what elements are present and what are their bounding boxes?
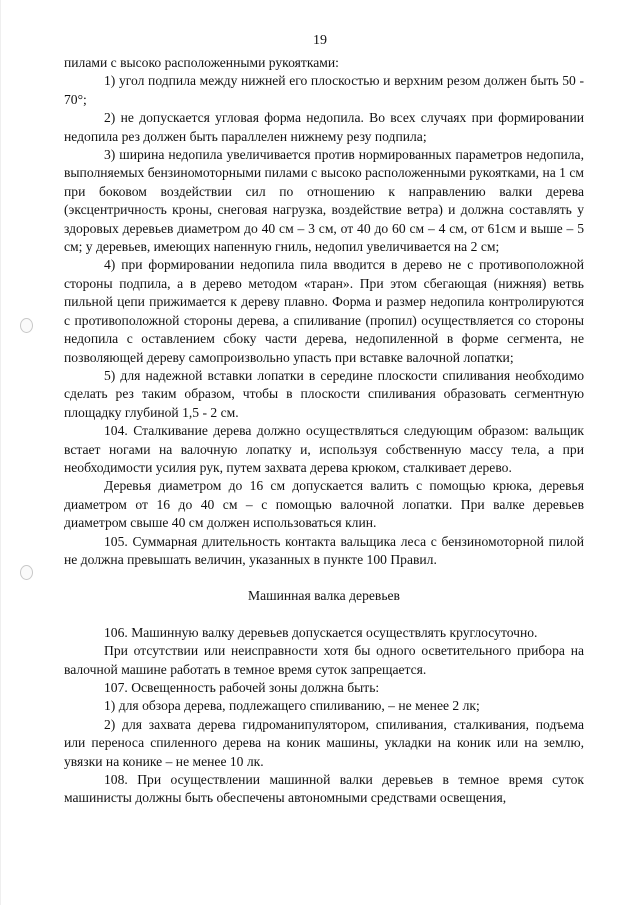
paragraph: 4) при формировании недопила пила вводится в дерево не с противоположной стороны подпила, а в дерево методом «таран». При этом сбегающая (нижняя) ветвь пильной цепи прижимается к дереву плавно. Форма и размер недопила контролируются с противоположной стороны дерева, а спиливание (пропил) осуществляется со стороны недопила с оставлением сбоку части дерева, недопиленной в форме сегмента, не позволяющей дереву самопроизвольно упасть при вставке валочной лопатки;: [64, 257, 584, 365]
paragraph: пилами с высоко расположенными рукоятками:: [64, 55, 339, 70]
paragraph: 107. Освещенность рабочей зоны должна быть:: [104, 680, 380, 695]
document-body: [64, 54, 584, 808]
section-heading: Машинная валка деревьев: [248, 588, 400, 604]
paragraph: Деревья диаметром до 16 см допускается валить с помощью крюка, деревья диаметром от 16 до 40 см – с помощью валочной лопатки. При валке деревьев диаметром свыше 40 см должен использоваться клин.: [64, 478, 584, 531]
paragraph: 1) для обзора дерева, подлежащего спиливанию, – не менее 2 лк;: [104, 698, 480, 714]
paragraph: 1) угол подпила между нижней его плоскостью и верхним резом должен быть 50 - 70°;: [64, 73, 584, 107]
paragraph: При отсутствии или неисправности хотя бы одного осветительного прибора на валочной машине работать в темное время суток запрещается.: [64, 643, 584, 677]
paragraph: 108. При осуществлении машинной валки деревьев в темное время суток машинисты должны быть обеспечены автономными средствами освещения,: [64, 772, 584, 806]
paragraph: 104. Сталкивание дерева должно осуществляться следующим образом: вальщик встает ногами на валочную лопатку и, используя собственную массу тела, а при необходимости усилия рук, путем захвата дерева крюком, сталкивает дерево.: [64, 423, 584, 475]
page-number: 19: [313, 33, 327, 48]
paragraph: 5) для надежной вставки лопатки в середине плоскости спиливания необходимо сделать рез таким образом, чтобы в плоскости спиливания образовать сегментную площадку глубиной 1,5 - 2 см.: [64, 367, 584, 420]
punch-hole-mark: [20, 318, 33, 333]
paragraph: 106. Машинную валку деревьев допускается осуществлять круглосуточно.: [104, 624, 538, 640]
paragraph: 2) для захвата дерева гидроманипулятором, спиливания, сталкивания, подъема или переноса спиленного дерева на коник машины, укладки на коник или на землю, увязки на конике – не менее 10 лк.: [64, 716, 584, 769]
page-edge-line: [0, 0, 1, 905]
paragraph: 2) не допускается угловая форма недопила. Во всех случаях при формировании недопила рез должен быть параллелен нижнему резу подпила;: [64, 110, 584, 144]
paragraph: 3) ширина недопила увеличивается против нормированных параметров недопила, выполняемых бензиномоторными пилами с высоко расположенными рукоятками, на 1 см при боковом воздействии сил по отношению к направлению валки дерева (эксцентричность кроны, снеговая нагрузка, воздействие ветра) и должна составлять у здоровых деревьев диаметром до 40 см – 3 см, от 40 до 60 см – 4 см, от 61см и выше – 5 см; у деревьев, имеющих напенную гниль, недопил увеличивается на 2 см;: [64, 147, 584, 255]
paragraph: 105. Суммарная длительность контакта вальщика леса с бензиномоторной пилой не должна превышать величин, указанных в пункте 100 Правил.: [64, 533, 584, 567]
punch-hole-mark: [20, 565, 33, 580]
